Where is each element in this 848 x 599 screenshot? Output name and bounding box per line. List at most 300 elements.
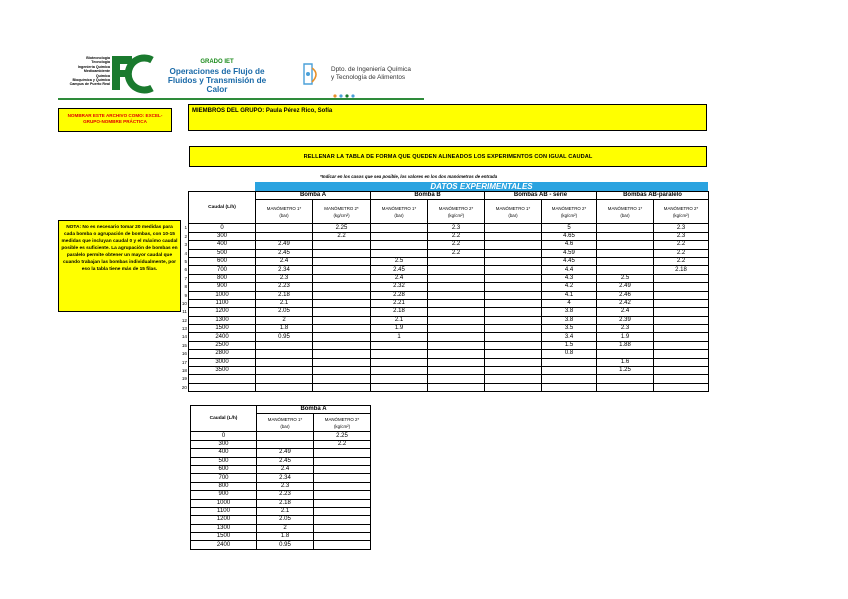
- value-cell[interactable]: 2.21: [371, 299, 428, 307]
- value-cell[interactable]: 4.4: [542, 266, 597, 274]
- value-cell[interactable]: 1.8: [256, 325, 313, 333]
- side-note: [58, 220, 181, 312]
- value-cell[interactable]: [313, 367, 371, 375]
- value-cell[interactable]: [542, 375, 597, 383]
- value-cell[interactable]: [485, 274, 542, 282]
- caudal-cell[interactable]: 2400: [191, 541, 257, 549]
- table-row: [191, 524, 371, 532]
- value-cell[interactable]: [256, 383, 313, 391]
- table-row: [189, 232, 709, 240]
- value-cell[interactable]: [314, 533, 371, 541]
- value-cell[interactable]: 4.2: [542, 283, 597, 291]
- department-line1: Dpto. de Ingeniería Química: [331, 66, 411, 73]
- row-number: 8: [184, 284, 187, 290]
- value-cell[interactable]: 1: [371, 333, 428, 341]
- value-cell[interactable]: 2.32: [371, 283, 428, 291]
- value-cell[interactable]: 2.28: [371, 291, 428, 299]
- caudal-cell[interactable]: 2800 16: [189, 350, 256, 358]
- caudal-cell[interactable]: [181, 383, 256, 391]
- value-cell[interactable]: 2.2: [428, 232, 485, 240]
- university-line: Medioambiente: [83, 69, 110, 74]
- value-cell[interactable]: [314, 516, 371, 524]
- department-line2: y Tecnología de Alimentos: [331, 74, 406, 81]
- header-rule: [58, 98, 424, 100]
- value-cell[interactable]: 2.18: [654, 266, 709, 274]
- row-number: 4: [184, 250, 187, 256]
- value-cell[interactable]: [256, 358, 313, 366]
- value-cell[interactable]: [654, 316, 709, 324]
- caudal-cell[interactable]: 0 1: [189, 224, 256, 232]
- value-cell[interactable]: 2.3: [597, 325, 654, 333]
- value-cell[interactable]: [314, 541, 371, 549]
- value-cell[interactable]: [597, 232, 654, 240]
- value-cell[interactable]: [485, 249, 542, 257]
- value-cell[interactable]: 3.8: [542, 316, 597, 324]
- row-number: 19: [181, 376, 187, 382]
- value-cell[interactable]: [428, 274, 485, 282]
- value-cell[interactable]: [428, 308, 485, 316]
- value-cell[interactable]: [256, 224, 313, 232]
- value-cell[interactable]: [654, 367, 709, 375]
- value-cell[interactable]: [654, 283, 709, 291]
- row-number: 7: [184, 275, 187, 281]
- caudal-cell[interactable]: 1200 11: [189, 308, 256, 316]
- value-cell[interactable]: [428, 375, 485, 383]
- value-cell[interactable]: [314, 491, 371, 499]
- group-header-serie: Bombas AB - serie: [485, 192, 597, 200]
- value-cell[interactable]: [371, 241, 428, 249]
- table-row: [189, 358, 709, 366]
- value-cell[interactable]: [314, 457, 371, 465]
- caudal-cell[interactable]: 2400 14: [189, 333, 256, 341]
- table-row: [191, 533, 371, 541]
- value-cell[interactable]: [313, 383, 371, 391]
- value-cell[interactable]: 2.45: [256, 249, 313, 257]
- value-cell[interactable]: [485, 283, 542, 291]
- value-cell[interactable]: [654, 375, 709, 383]
- value-cell[interactable]: [485, 291, 542, 299]
- caudal-cell[interactable]: 3500 18: [189, 367, 256, 375]
- table-row: [191, 474, 371, 482]
- caudal-cell[interactable]: 1500: [191, 533, 257, 541]
- save-note-text: NOMBRAR ESTE ARCHIVO COMO: EXCEL-GRUPO-NOMBRE PRÁCTICA: [67, 113, 163, 124]
- table-row: [189, 367, 709, 375]
- value-cell[interactable]: 2.23: [256, 283, 313, 291]
- second-table: [190, 405, 371, 550]
- caudal-cell[interactable]: 1500 13: [189, 325, 256, 333]
- indicate-note: *Indicar en los casos que sea posible, los valores en los dos manómetros de entrada: [320, 174, 498, 179]
- value-cell[interactable]: [313, 341, 371, 349]
- value-cell[interactable]: 1.25: [597, 367, 654, 375]
- value-cell[interactable]: [371, 224, 428, 232]
- university-line: Tecnología: [91, 60, 110, 65]
- value-cell[interactable]: [485, 367, 542, 375]
- value-cell[interactable]: [428, 266, 485, 274]
- value-cell[interactable]: [654, 333, 709, 341]
- value-cell[interactable]: 2.49: [256, 241, 313, 249]
- value-cell[interactable]: 2.05: [257, 516, 314, 524]
- value-cell[interactable]: [314, 449, 371, 457]
- value-cell[interactable]: [257, 440, 314, 448]
- university-line: Campus de Puerto Real: [69, 82, 110, 87]
- members-box[interactable]: [188, 104, 707, 131]
- save-note: [58, 108, 172, 132]
- value-cell[interactable]: [314, 507, 371, 515]
- value-cell[interactable]: [428, 367, 485, 375]
- value-cell[interactable]: 2.1: [256, 299, 313, 307]
- manometer-2-header: MANÓMETRO 2* (kg/cm²): [313, 200, 371, 224]
- value-cell[interactable]: 2.2: [313, 232, 371, 240]
- caudal-cell[interactable]: 1300: [191, 524, 257, 532]
- value-cell[interactable]: 4.65: [542, 232, 597, 240]
- value-cell[interactable]: [313, 358, 371, 366]
- value-cell[interactable]: [654, 274, 709, 282]
- value-cell[interactable]: 3.4: [542, 333, 597, 341]
- value-cell[interactable]: 2.18: [257, 499, 314, 507]
- table-row: [191, 432, 371, 440]
- value-cell[interactable]: [313, 299, 371, 307]
- row-number: 10: [181, 300, 187, 306]
- value-cell[interactable]: 2.4: [256, 257, 313, 265]
- value-cell[interactable]: 4.45: [542, 257, 597, 265]
- value-cell[interactable]: [313, 291, 371, 299]
- group-header-paralelo: Bombas AB-paralelo: [597, 192, 709, 200]
- value-cell[interactable]: 0.95: [256, 333, 313, 341]
- row-number: 16: [181, 351, 187, 357]
- main-table: [181, 191, 709, 392]
- value-cell[interactable]: 2.45: [371, 266, 428, 274]
- value-cell[interactable]: [485, 325, 542, 333]
- table-row: [189, 333, 709, 341]
- value-cell[interactable]: [256, 367, 313, 375]
- value-cell[interactable]: 2.4: [257, 465, 314, 473]
- value-cell[interactable]: [256, 350, 313, 358]
- value-cell[interactable]: [313, 257, 371, 265]
- value-cell[interactable]: [485, 358, 542, 366]
- value-cell[interactable]: [654, 350, 709, 358]
- value-cell[interactable]: 3.8: [542, 308, 597, 316]
- value-cell[interactable]: [428, 299, 485, 307]
- row-number: 6: [184, 267, 187, 273]
- value-cell[interactable]: [597, 249, 654, 257]
- value-cell[interactable]: [371, 358, 428, 366]
- value-cell[interactable]: [313, 375, 371, 383]
- caudal-cell[interactable]: 700 6: [189, 266, 256, 274]
- table-row: [191, 507, 371, 515]
- caudal-cell[interactable]: 700: [191, 474, 257, 482]
- row-number: 3: [184, 242, 187, 248]
- caudal-cell[interactable]: 500: [191, 457, 257, 465]
- second-sub1: MANÓMETRO 1* (bar): [257, 414, 314, 432]
- table-row: [189, 257, 709, 265]
- instruction-box: [189, 146, 707, 167]
- table-row: [191, 499, 371, 507]
- value-cell[interactable]: [256, 341, 313, 349]
- group-header-b: Bomba B: [371, 192, 485, 200]
- value-cell[interactable]: [654, 308, 709, 316]
- table-row: [189, 291, 709, 299]
- value-cell[interactable]: [597, 350, 654, 358]
- value-cell[interactable]: [313, 308, 371, 316]
- value-cell[interactable]: [257, 432, 314, 440]
- value-cell[interactable]: 2.1: [371, 316, 428, 324]
- table-row: [191, 541, 371, 549]
- value-cell[interactable]: [256, 232, 313, 240]
- value-cell[interactable]: [485, 350, 542, 358]
- value-cell[interactable]: [485, 241, 542, 249]
- value-cell[interactable]: 2.34: [256, 266, 313, 274]
- caudal-cell[interactable]: 800 7: [189, 274, 256, 282]
- caudal-cell[interactable]: 500 4: [189, 249, 256, 257]
- value-cell[interactable]: 2.39: [597, 316, 654, 324]
- value-cell[interactable]: [314, 482, 371, 490]
- value-cell[interactable]: [313, 333, 371, 341]
- manometer-2-header: MANÓMETRO 2* (kg/cm²): [654, 200, 709, 224]
- value-cell[interactable]: [313, 350, 371, 358]
- value-cell[interactable]: 4.1: [542, 291, 597, 299]
- value-cell[interactable]: [485, 341, 542, 349]
- row-number: 12: [181, 317, 187, 323]
- value-cell[interactable]: 2.25: [313, 224, 371, 232]
- value-cell[interactable]: 3.5: [542, 325, 597, 333]
- value-cell[interactable]: 0.95: [257, 541, 314, 549]
- value-cell[interactable]: 2.3: [654, 232, 709, 240]
- value-cell[interactable]: 1.9: [371, 325, 428, 333]
- value-cell[interactable]: [313, 274, 371, 282]
- value-cell[interactable]: 2: [257, 524, 314, 532]
- value-cell[interactable]: [428, 291, 485, 299]
- row-number: 2: [184, 233, 187, 239]
- table-row: [189, 383, 709, 391]
- caudal-cell[interactable]: 0: [191, 432, 257, 440]
- value-cell[interactable]: 2.23: [257, 491, 314, 499]
- grado-title: GRADO IET: [200, 59, 234, 65]
- row-number: 5: [184, 258, 187, 264]
- value-cell[interactable]: [313, 283, 371, 291]
- value-cell[interactable]: [597, 257, 654, 265]
- table-row: [189, 266, 709, 274]
- value-cell[interactable]: 0.8: [542, 350, 597, 358]
- row-number: 20: [181, 384, 187, 390]
- caudal-cell[interactable]: 300 2: [189, 232, 256, 240]
- value-cell[interactable]: 2.05: [256, 308, 313, 316]
- value-cell[interactable]: 2.2: [654, 241, 709, 249]
- row-number: 1: [184, 225, 187, 231]
- caudal-cell[interactable]: 1000: [191, 499, 257, 507]
- caudal-cell[interactable]: 3000 17: [189, 358, 256, 366]
- value-cell[interactable]: 2.2: [428, 249, 485, 257]
- value-cell[interactable]: [314, 524, 371, 532]
- value-cell[interactable]: [485, 375, 542, 383]
- caudal-cell[interactable]: [181, 375, 256, 383]
- value-cell[interactable]: [428, 325, 485, 333]
- value-cell[interactable]: 2: [256, 316, 313, 324]
- value-cell[interactable]: 2.34: [257, 474, 314, 482]
- table-row: [189, 375, 709, 383]
- row-number: 15: [181, 342, 187, 348]
- value-cell[interactable]: 1.6: [597, 358, 654, 366]
- caudal-header: Caudal (L/h): [189, 192, 256, 224]
- value-cell[interactable]: 2.1: [257, 507, 314, 515]
- value-cell[interactable]: [313, 266, 371, 274]
- value-cell[interactable]: [654, 325, 709, 333]
- value-cell[interactable]: [428, 316, 485, 324]
- caudal-cell[interactable]: 600: [191, 465, 257, 473]
- value-cell[interactable]: [428, 383, 485, 391]
- value-cell[interactable]: 2.18: [371, 308, 428, 316]
- value-cell[interactable]: [313, 325, 371, 333]
- caudal-cell[interactable]: 2500 15: [189, 341, 256, 349]
- value-cell[interactable]: [256, 375, 313, 383]
- value-cell[interactable]: [428, 341, 485, 349]
- value-cell[interactable]: [654, 341, 709, 349]
- value-cell[interactable]: 2.18: [256, 291, 313, 299]
- caudal-cell[interactable]: 400: [191, 449, 257, 457]
- caudal-cell[interactable]: 300: [191, 440, 257, 448]
- value-cell[interactable]: 2.25: [314, 432, 371, 440]
- value-cell[interactable]: 1.5: [542, 341, 597, 349]
- value-cell[interactable]: 2.5: [371, 257, 428, 265]
- value-cell[interactable]: [485, 333, 542, 341]
- value-cell[interactable]: 2.3: [256, 274, 313, 282]
- value-cell[interactable]: [371, 350, 428, 358]
- value-cell[interactable]: [313, 241, 371, 249]
- table-row: [189, 241, 709, 249]
- caudal-cell[interactable]: 800: [191, 482, 257, 490]
- value-cell[interactable]: 5: [542, 224, 597, 232]
- value-cell[interactable]: [542, 383, 597, 391]
- row-number: 17: [181, 359, 187, 365]
- caudal-cell[interactable]: 1100 10: [189, 299, 256, 307]
- manometer-2-header: MANÓMETRO 2* (kg/cm²): [428, 200, 485, 224]
- value-cell[interactable]: 2.46: [597, 291, 654, 299]
- value-cell[interactable]: [313, 249, 371, 257]
- value-cell[interactable]: [597, 241, 654, 249]
- university-lines: [52, 56, 110, 87]
- value-cell[interactable]: [597, 383, 654, 391]
- caudal-cell[interactable]: 600 5: [189, 257, 256, 265]
- table-row: [189, 283, 709, 291]
- value-cell[interactable]: [428, 350, 485, 358]
- table-row: [189, 299, 709, 307]
- value-cell[interactable]: [597, 224, 654, 232]
- value-cell[interactable]: [654, 299, 709, 307]
- value-cell[interactable]: 2.3: [257, 482, 314, 490]
- value-cell[interactable]: [485, 316, 542, 324]
- side-note-text: NOTA: No es necesario tomar 20 medidas para cada bomba o agrupación de bombas, con 10-15 medidas que incluyan caudal 0 y el máximo caudal posible es suficiente. La agrupación de bombas en paralelo permite obtener un mayor caudal que cuando trabajan las bombas individualmente, por eso la tabla tiene más de 15 filas.: [61, 225, 178, 272]
- value-cell[interactable]: 4.3: [542, 274, 597, 282]
- value-cell[interactable]: 4: [542, 299, 597, 307]
- value-cell[interactable]: [542, 358, 597, 366]
- value-cell[interactable]: [371, 375, 428, 383]
- caudal-cell[interactable]: 1200: [191, 516, 257, 524]
- caudal-cell[interactable]: 900 8: [189, 283, 256, 291]
- table-row: [191, 482, 371, 490]
- value-cell[interactable]: 2.2: [428, 241, 485, 249]
- value-cell[interactable]: 2.5: [597, 274, 654, 282]
- value-cell[interactable]: [314, 465, 371, 473]
- value-cell[interactable]: 2.3: [428, 224, 485, 232]
- value-cell[interactable]: [371, 367, 428, 375]
- value-cell[interactable]: 2.2: [314, 440, 371, 448]
- table-row: [189, 308, 709, 316]
- value-cell[interactable]: [654, 358, 709, 366]
- value-cell[interactable]: 4.6: [542, 241, 597, 249]
- value-cell[interactable]: 1.9: [597, 333, 654, 341]
- second-caudal-header: Caudal (L/h): [191, 406, 257, 432]
- value-cell[interactable]: 2.3: [654, 224, 709, 232]
- university-line: Bioquímica y Química: [72, 78, 110, 83]
- value-cell[interactable]: [485, 266, 542, 274]
- value-cell[interactable]: [314, 499, 371, 507]
- value-cell[interactable]: [371, 232, 428, 240]
- table-row: [189, 341, 709, 349]
- value-cell[interactable]: [597, 266, 654, 274]
- value-cell[interactable]: [485, 383, 542, 391]
- value-cell[interactable]: [313, 316, 371, 324]
- value-cell[interactable]: 2.2: [654, 249, 709, 257]
- value-cell[interactable]: [314, 474, 371, 482]
- value-cell[interactable]: [654, 291, 709, 299]
- value-cell[interactable]: 4.59: [542, 249, 597, 257]
- row-number: 18: [181, 368, 187, 374]
- value-cell[interactable]: [485, 232, 542, 240]
- table-row: [189, 224, 709, 232]
- group-header-a: Bomba A: [256, 192, 371, 200]
- value-cell[interactable]: 2.49: [257, 449, 314, 457]
- row-number: 14: [181, 334, 187, 340]
- value-cell[interactable]: 2.2: [654, 257, 709, 265]
- value-cell[interactable]: 2.45: [257, 457, 314, 465]
- value-cell[interactable]: [428, 358, 485, 366]
- value-cell[interactable]: [485, 224, 542, 232]
- second-table-container: [190, 405, 371, 550]
- manometer-1-header: MANÓMETRO 1* (bar): [597, 200, 654, 224]
- manometer-1-header: MANÓMETRO 1* (bar): [485, 200, 542, 224]
- university-line: Ingeniería Química: [77, 64, 110, 69]
- table-row: [191, 516, 371, 524]
- value-cell[interactable]: [542, 367, 597, 375]
- instruction-text: RELLENAR LA TABLA DE FORMA QUE QUEDEN ALINEADOS LOS EXPERIMENTOS CON IGUAL CAUDAL: [303, 154, 593, 160]
- value-cell[interactable]: [597, 375, 654, 383]
- caudal-cell[interactable]: 1000 9: [189, 291, 256, 299]
- caudal-cell[interactable]: 400 3: [189, 241, 256, 249]
- value-cell[interactable]: [428, 257, 485, 265]
- caudal-cell[interactable]: 1100: [191, 507, 257, 515]
- caudal-cell[interactable]: 900: [191, 491, 257, 499]
- row-number: 9: [184, 292, 187, 298]
- value-cell[interactable]: 2.4: [597, 308, 654, 316]
- value-cell[interactable]: 1.88: [597, 341, 654, 349]
- caudal-cell[interactable]: 1300 12: [189, 316, 256, 324]
- value-cell[interactable]: [371, 341, 428, 349]
- value-cell[interactable]: [371, 383, 428, 391]
- value-cell[interactable]: [485, 308, 542, 316]
- value-cell[interactable]: [371, 249, 428, 257]
- main-table-title: DATOS EXPERIMENTALES: [255, 182, 708, 191]
- value-cell[interactable]: [428, 283, 485, 291]
- value-cell[interactable]: [485, 257, 542, 265]
- manometer-2-header: MANÓMETRO 2* (kg/cm²): [542, 200, 597, 224]
- value-cell[interactable]: [428, 333, 485, 341]
- table-row: [189, 316, 709, 324]
- value-cell[interactable]: [654, 383, 709, 391]
- value-cell[interactable]: 2.4: [371, 274, 428, 282]
- value-cell[interactable]: 2.49: [597, 283, 654, 291]
- value-cell[interactable]: [485, 299, 542, 307]
- value-cell[interactable]: 2.42: [597, 299, 654, 307]
- value-cell[interactable]: 1.8: [257, 533, 314, 541]
